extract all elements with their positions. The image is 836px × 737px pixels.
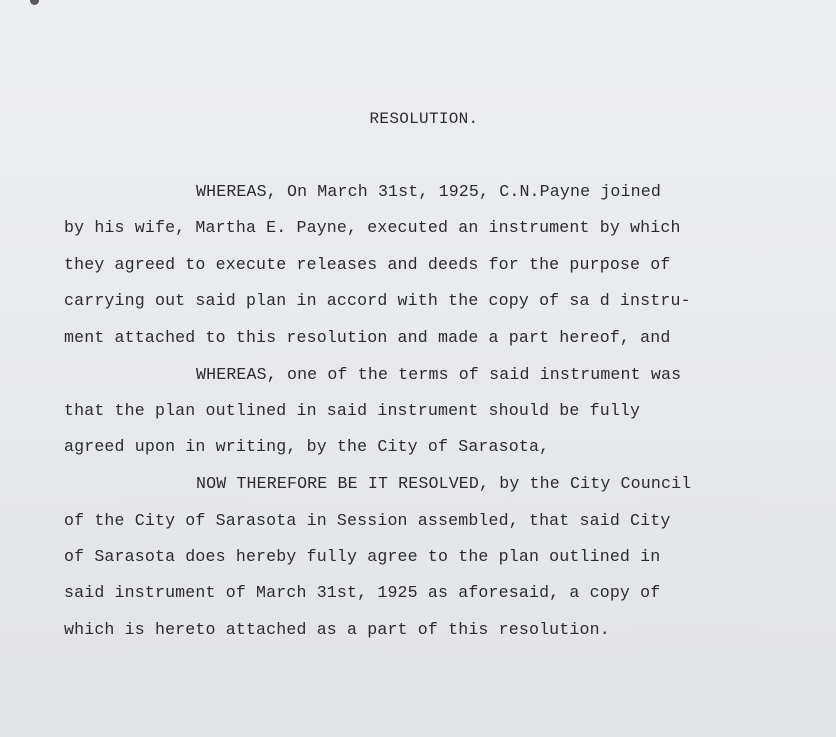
- body-line: of Sarasota does hereby fully agree to the plan outlined in: [64, 547, 661, 566]
- body-line: they agreed to execute releases and deeds for the purpose of: [64, 255, 671, 274]
- body-line: which is hereto attached as a part of this resolution.: [64, 620, 610, 639]
- body-line: of the City of Sarasota in Session assembled, that said City: [64, 511, 671, 530]
- body-line: carrying out said plan in accord with the copy of sa d instru-: [64, 291, 691, 310]
- body-line: NOW THEREFORE BE IT RESOLVED, by the City Council: [196, 474, 692, 493]
- body-line: that the plan outlined in said instrument should be fully: [64, 401, 641, 420]
- scan-speck: [30, 0, 39, 5]
- body-line: ment attached to this resolution and made a part hereof, and: [64, 328, 671, 347]
- body-line: by his wife, Martha E. Payne, executed an instrument by which: [64, 218, 681, 237]
- body-line: WHEREAS, one of the terms of said instrument was: [196, 365, 682, 384]
- body-line: said instrument of March 31st, 1925 as aforesaid, a copy of: [64, 583, 661, 602]
- body-line: WHEREAS, On March 31st, 1925, C.N.Payne joined: [196, 182, 661, 201]
- body-line: agreed upon in writing, by the City of Sarasota,: [64, 437, 550, 456]
- document-title: RESOLUTION.: [369, 110, 479, 128]
